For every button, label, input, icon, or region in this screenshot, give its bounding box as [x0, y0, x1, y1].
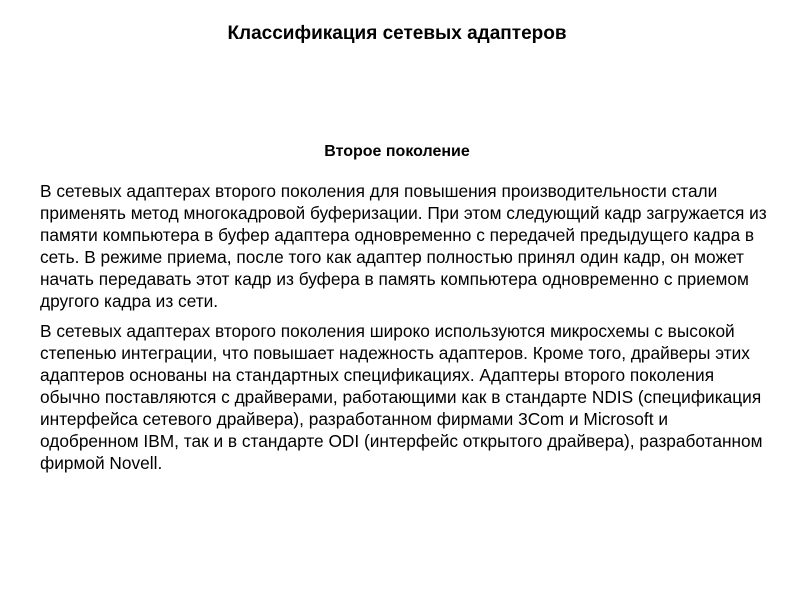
paragraph-multiframe-buffering: В сетевых адаптерах второго поколения для повышения производительности стали применять метод многокадровой буферизации. При этом следующий кадр загружается из памяти компьютера в буфер адаптера одновременно с передачей предыдущего кадра в сеть. В режиме приема, после того как адаптер полностью принял один кадр, он может начать передавать этот кадр из буфера в память компьютера одновременно с приемом другого кадра из сети. [40, 181, 767, 311]
body-text [40, 180, 770, 482]
section-heading: Второе поколение [324, 143, 470, 160]
slide-title: Классификация сетевых адаптеров [227, 23, 567, 44]
paragraph-integration-and-drivers: В сетевых адаптерах второго поколения широко используются микросхемы с высокой степенью интеграции, что повышает надежность адаптеров. Кроме того, драйверы этих адаптеров основаны на стандартных спецификациях. Адаптеры второго поколения обычно поставляются с драйверами, работающими как в стандарте NDIS (спецификация интерфейса сетевого драйвера), разработанном фирмами 3Com и Microsoft и одобренном IBM, так и в стандарте ODI (интерфейс открытого драйвера), разработанном фирмой Novell. [40, 321, 763, 473]
